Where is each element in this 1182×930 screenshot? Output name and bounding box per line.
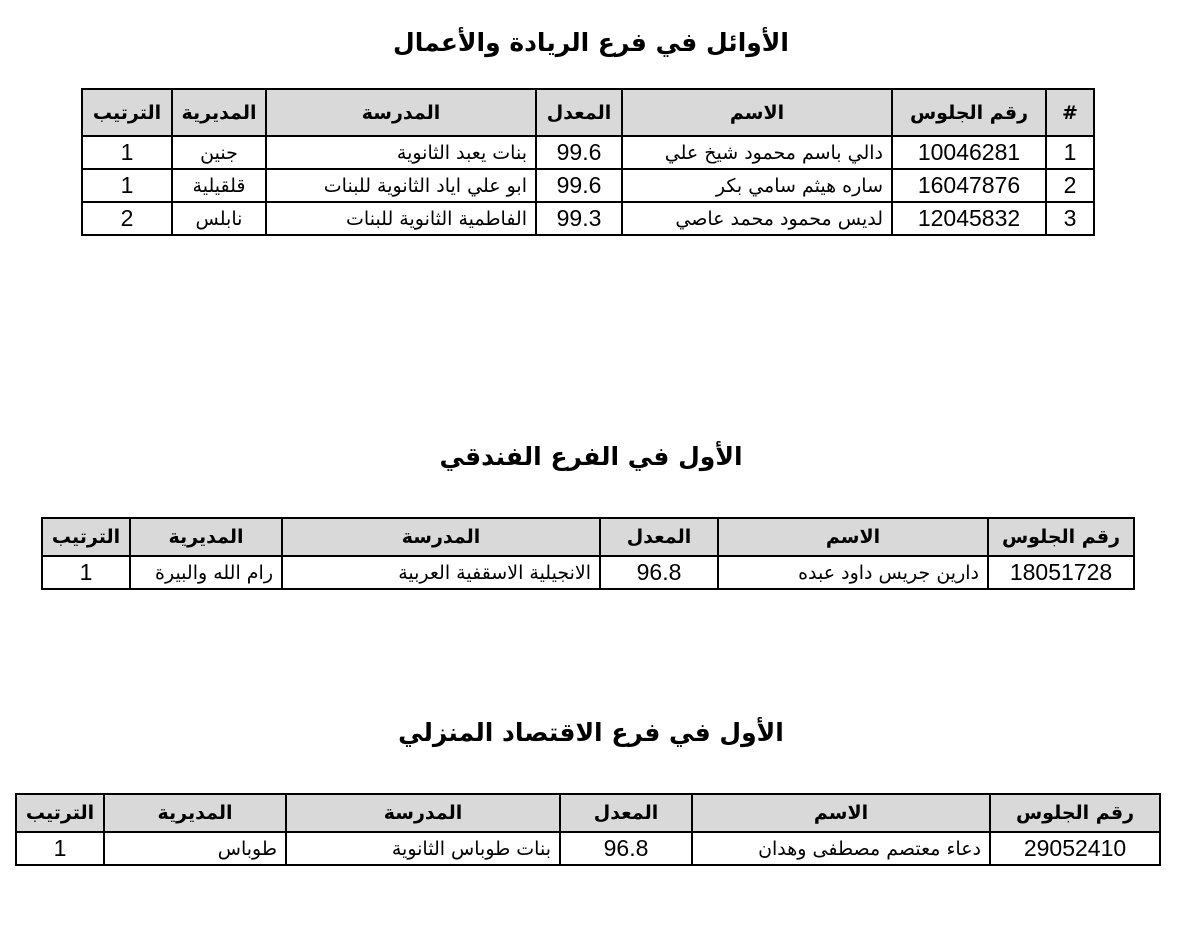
cell-average: 96.8 — [560, 832, 692, 865]
col-header-average: المعدل — [600, 518, 718, 556]
col-header-school: المدرسة — [282, 518, 600, 556]
col-header-index: # — [1046, 89, 1094, 136]
col-header-seat: رقم الجلوس — [988, 518, 1134, 556]
table-row — [42, 556, 1134, 589]
results-table-home-economics — [15, 793, 1161, 866]
cell-name: لديس محمود محمد عاصي — [622, 202, 892, 235]
cell-directorate: نابلس — [172, 202, 266, 235]
cell-school: الفاطمية الثانوية للبنات — [266, 202, 536, 235]
cell-rank: 1 — [16, 832, 104, 865]
col-header-name: الاسم — [622, 89, 892, 136]
results-table-entrepreneurship — [81, 88, 1095, 236]
cell-index: 3 — [1046, 202, 1094, 235]
cell-rank: 1 — [82, 169, 172, 202]
cell-seat: 10046281 — [892, 136, 1046, 169]
table-row — [82, 169, 1094, 202]
col-header-school: المدرسة — [286, 794, 560, 832]
cell-seat: 16047876 — [892, 169, 1046, 202]
cell-rank: 2 — [82, 202, 172, 235]
cell-average: 99.3 — [536, 202, 622, 235]
cell-seat: 18051728 — [988, 556, 1134, 589]
cell-index: 1 — [1046, 136, 1094, 169]
cell-average: 96.8 — [600, 556, 718, 589]
col-header-rank: الترتيب — [82, 89, 172, 136]
results-table-hotel — [41, 517, 1135, 590]
table-row — [16, 832, 1160, 865]
col-header-directorate: المديرية — [130, 518, 282, 556]
table-header-row — [42, 518, 1134, 556]
cell-directorate: جنين — [172, 136, 266, 169]
cell-directorate: قلقيلية — [172, 169, 266, 202]
col-header-rank: الترتيب — [16, 794, 104, 832]
cell-school: بنات طوباس الثانوية — [286, 832, 560, 865]
cell-index: 2 — [1046, 169, 1094, 202]
col-header-rank: الترتيب — [42, 518, 130, 556]
cell-rank: 1 — [42, 556, 130, 589]
col-header-name: الاسم — [692, 794, 990, 832]
cell-school: ابو علي اياد الثانوية للبنات — [266, 169, 536, 202]
cell-name: دالي باسم محمود شيخ علي — [622, 136, 892, 169]
table-row — [82, 202, 1094, 235]
section-title-hotel: الأول في الفرع الفندقي — [439, 442, 743, 471]
col-header-seat: رقم الجلوس — [892, 89, 1046, 136]
cell-average: 99.6 — [536, 136, 622, 169]
col-header-school: المدرسة — [266, 89, 536, 136]
table-header-row — [16, 794, 1160, 832]
cell-directorate: رام الله والبيرة — [130, 556, 282, 589]
cell-rank: 1 — [82, 136, 172, 169]
section-title-entrepreneurship: الأوائل في فرع الريادة والأعمال — [393, 28, 789, 57]
cell-school: الانجيلية الاسقفية العربية — [282, 556, 600, 589]
table-header-row — [82, 89, 1094, 136]
col-header-directorate: المديرية — [104, 794, 286, 832]
col-header-name: الاسم — [718, 518, 988, 556]
table-row — [82, 136, 1094, 169]
cell-seat: 12045832 — [892, 202, 1046, 235]
cell-name: ساره هيثم سامي بكر — [622, 169, 892, 202]
section-title-home-economics: الأول في فرع الاقتصاد المنزلي — [398, 718, 784, 747]
cell-school: بنات يعبد الثانوية — [266, 136, 536, 169]
cell-name: دعاء معتصم مصطفى وهدان — [692, 832, 990, 865]
col-header-seat: رقم الجلوس — [990, 794, 1160, 832]
cell-name: دارين جريس داود عبده — [718, 556, 988, 589]
col-header-average: المعدل — [560, 794, 692, 832]
cell-average: 99.6 — [536, 169, 622, 202]
col-header-average: المعدل — [536, 89, 622, 136]
col-header-directorate: المديرية — [172, 89, 266, 136]
cell-seat: 29052410 — [990, 832, 1160, 865]
cell-directorate: طوباس — [104, 832, 286, 865]
